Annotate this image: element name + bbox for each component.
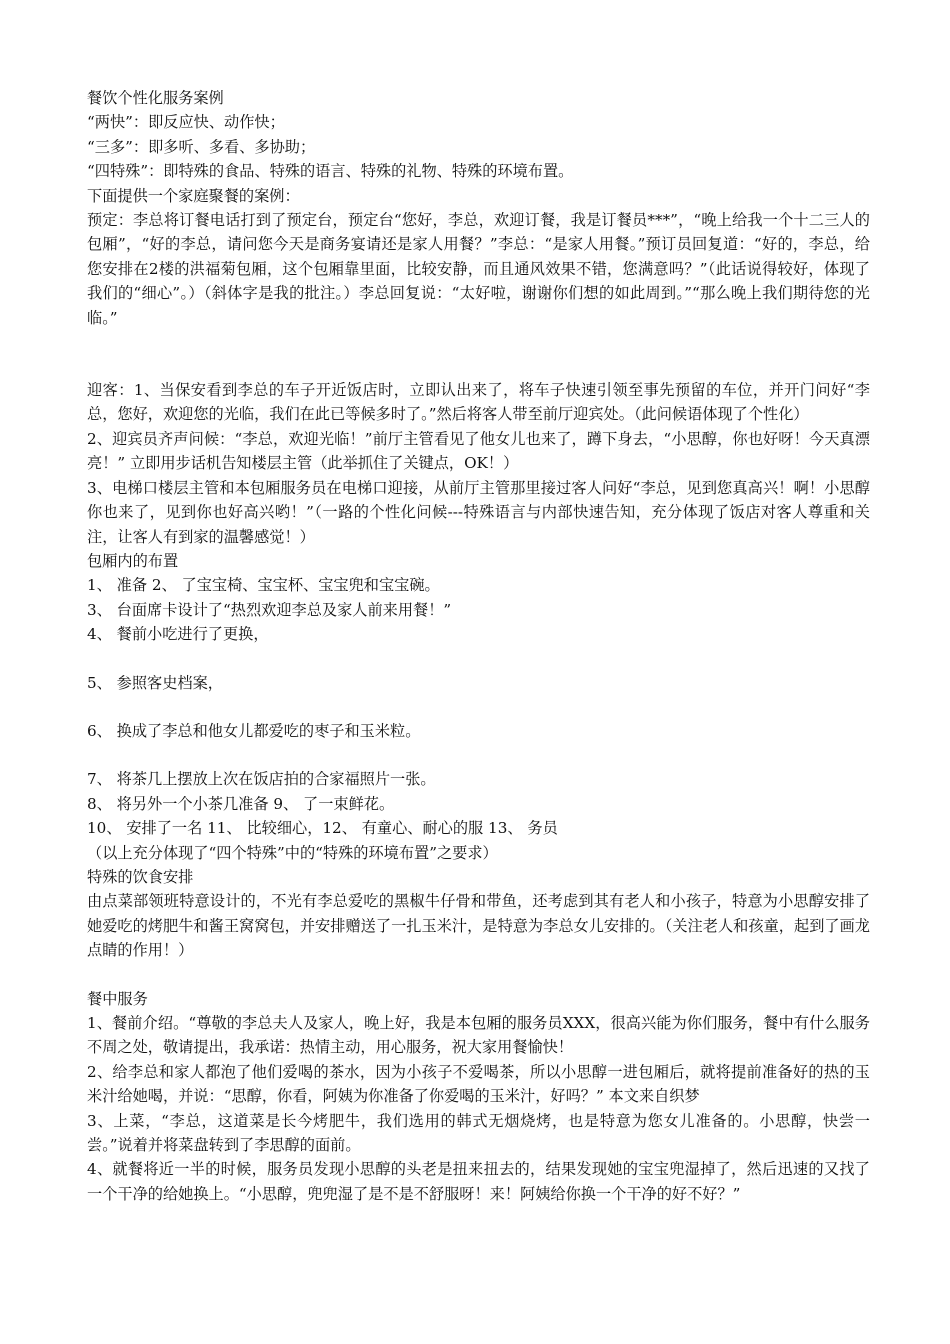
room-setup-note: （以上充分体现了“四个特殊”中的“特殊的环境布置”之要求）: [87, 843, 498, 862]
greeting-paragraph-2: 2、迎宾员齐声问候：“李总，欢迎光临！”前厅主管看见了他女儿也来了，蹲下身去，“小思醇，你也好呀！今天真漂亮！” 立即用步话机告知楼层主管（此举抓住了关键点，OK！）: [87, 429, 870, 473]
reservation-paragraph: 预定：李总将订餐电话打到了预定台，预定台“您好，李总，欢迎订餐，我是订餐员***”，“晚上给我一个十二三人的包厢”，“好的李总，请问您今天是商务宴请还是家人用餐？”李总：“是家人用餐。”预订员回复道：“好的，李总，给您安排在2楼的洪福菊包厢，这个包厢靠里面，比较安静，而且通风效果不错，您满意吗？”（此话说得较好，体现了我们的“细心”。）（斜体字是我的批注。）李总回复说：“太好啦，谢谢你们想的如此周到。”“那么晚上我们期待您的光临。”: [87, 211, 870, 327]
room-setup-item: 1、 准备 2、 了宝宝椅、宝宝杯、宝宝兜和宝宝碗。: [87, 576, 440, 595]
greeting-paragraph-1: 迎客：1、当保安看到李总的车子开近饭店时，立即认出来了，将车子快速引领至事先预留的车位，并开门问好“李总，您好，欢迎您的光临，我们在此已等候多时了。”然后将客人带至前厅迎宾处。（此问候语体现了个性化）: [87, 381, 870, 424]
service-item: 1、餐前介绍。“尊敬的李总夫人及家人，晚上好，我是本包厢的服务员XXX，很高兴能为你们服务，餐中有什么服务不周之处，敬请提出，我承诺：热情主动，用心服务，祝大家用餐愉快！: [87, 1014, 870, 1057]
service-item: 2、给李总和家人都泡了他们爱喝的茶水，因为小孩子不爱喝茶，所以小思醇一进包厢后，就将提前准备好的热的玉米汁给她喝，并说：“思醇，你看，阿姨为你准备了你爱喝的玉米汁，好吗？” 本文来自织梦: [87, 1062, 870, 1106]
room-setup-item: 10、 安排了一名 11、 比较细心，12、 有童心、耐心的服 13、 务员: [87, 819, 558, 838]
room-setup-item: 8、 将另外一个小茶几准备 9、 了一束鲜花。: [87, 794, 395, 813]
principle-two-fast: “两快”：即反应快、动作快；: [87, 113, 285, 132]
service-heading: 餐中服务: [87, 989, 148, 1008]
greeting-paragraph-3: 3、电梯口楼层主管和本包厢服务员在电梯口迎接，从前厅主管那里接过客人问好“李总，见到您真高兴！啊！小思醇你也来了，见到你也好高兴哟！”（一路的个性化问候---特殊语言与内部快速告知，充分体现了饭店对客人尊重和关注，让客人有到家的温馨感觉！）: [87, 478, 870, 546]
spacer: [87, 963, 870, 987]
spacer: [87, 330, 870, 378]
principle-four-special: “四特殊”：即特殊的食品、特殊的语言、特殊的礼物、特殊的环境布置。: [87, 162, 574, 181]
spacer: [87, 695, 870, 719]
service-item: 4、就餐将近一半的时候，服务员发现小思醇的头老是扭来扭去的，结果发现她的宝宝兜湿掉了，然后迅速的又找了一个干净的给她换上。“小思醇，兜兜湿了是不是不舒服呀！来！阿姨给你换一个干净的好不好？”: [87, 1160, 870, 1203]
spacer: [87, 647, 870, 671]
spacer: [87, 743, 870, 767]
room-setup-item: 7、 将茶几上摆放上次在饭店拍的合家福照片一张。: [87, 770, 436, 789]
document-title: 餐饮个性化服务案例: [87, 89, 224, 107]
room-setup-item: 3、 台面席卡设计了“热烈欢迎李总及家人前来用餐！”: [87, 600, 452, 619]
room-setup-heading: 包厢内的布置: [87, 551, 179, 570]
food-heading: 特殊的饮食安排: [87, 867, 194, 886]
room-setup-item: 6、 换成了李总和他女儿都爱吃的枣子和玉米粒。: [87, 721, 421, 740]
principle-three-more: “三多”：即多听、多看、多协助；: [87, 137, 316, 156]
case-intro: 下面提供一个家庭聚餐的案例：: [87, 186, 300, 205]
room-setup-item: 5、 参照客史档案，: [87, 673, 223, 692]
room-setup-item: 4、 餐前小吃进行了更换，: [87, 625, 269, 644]
service-item: 3、上菜，“李总，这道菜是长今烤肥牛，我们选用的韩式无烟烧烤，也是特意为您女儿准备的。小思醇，快尝一尝。”说着并将菜盘转到了李思醇的面前。: [87, 1111, 870, 1155]
food-paragraph: 由点菜部领班特意设计的，不光有李总爱吃的黑椒牛仔骨和带鱼，还考虑到其有老人和小孩子，特意为小思醇安排了她爱吃的烤肥牛和酱王窝窝包，并安排赠送了一扎玉米汁，是特意为李总女儿安排的。（关注老人和孩童，起到了画龙点睛的作用！）: [87, 892, 870, 960]
